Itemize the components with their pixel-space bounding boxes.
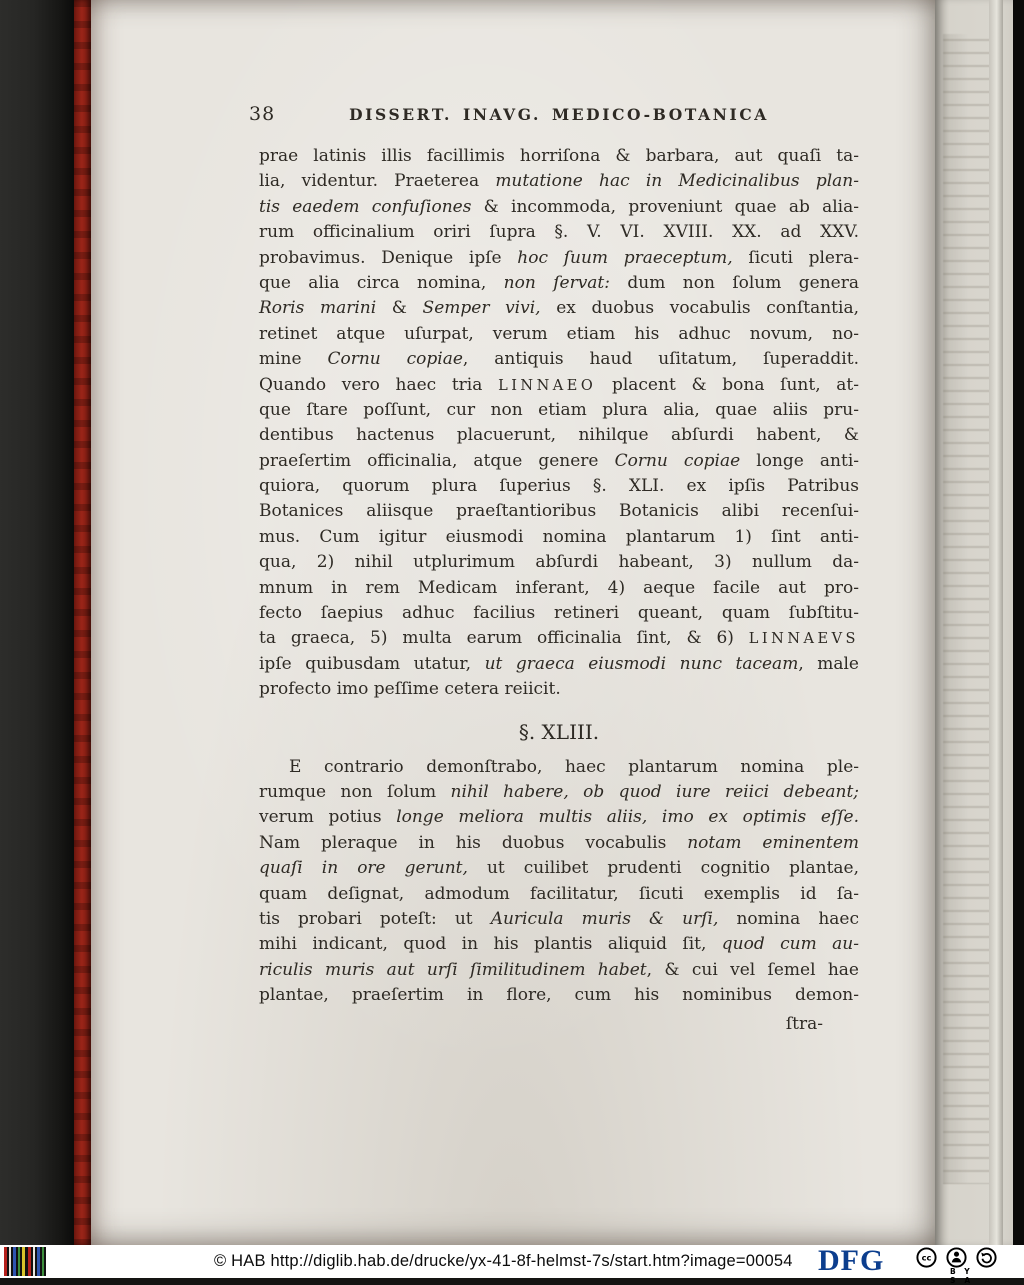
svg-text:cc: cc: [921, 1252, 932, 1263]
license-sub-label: BY SA: [950, 1267, 980, 1285]
footer-bar: [0, 1244, 1024, 1285]
copyright-text: © HAB http://diglib.hab.de/drucke/yx-41-8f-helmst-7s/start.htm?image=00054: [214, 1252, 793, 1270]
body-text: [259, 144, 859, 1037]
paragraph-1: prae latinis illis facillimis horriſona & barbara, aut quaſi ta- lia, videntur. Praeterea mutatione hac in Medicinalibus plan- tis eaedem confuſiones & incommoda, proveniunt quae ab alia- rum officinalium oriri ſupra §. V. VI. XVIII. XX. ad XXV. probavimus. Denique ipſe hoc ſuum praeceptum, ſicuti plera- que alia circa nomina, non ſervat: dum non ſolum genera Roris marini & Semper vivi, ex duobus vocabulis conſtantia, retinet atque uſurpat, verum etiam his adhuc novum, no- mine Cornu copiae, antiquis haud uſitatum, ſuperaddit. Quando vero haec tria LINNAEO placent & bona ſunt, at- que ſtare poſſunt, cur non etiam plura alia, quae aliis pru- dentibus hactenus placuerunt, nihilque abſurdi habent, & praeſertim officinalia, atque genere Cornu copiae longe anti- quiora, quorum plura ſuperius §. XLI. ex ipſis Patribus Botanices aliisque praeſtantioribus Botanicis alibi recenſui- mus. Cum igitur eiusmodi nomina plantarum 1) ſint anti- qua, 2) nihil utplurimum abſurdi habeant, 3) nullum da- mnum in rem Medicam inferant, 4) aeque facile aut pro- fecto ſaepius adhuc facilius retineri queant, quam ſubſtitu- ta graeca, 5) multa earum officinalia ſint, & 6) LINNAEVS ipſe quibusdam utatur, ut graeca eiusmodi nunc taceam, male profecto imo peſſime cetera reiicit.: [259, 146, 860, 700]
paragraph-2: E contrario demonſtrabo, haec plantarum nomina ple- rumque non ſolum nihil habere, ob quod iure reiici debeant; verum potius longe meliora multis aliis, imo ex optimis eſſe. Nam pleraque in his duobus vocabulis notam eminentem quaſi in ore gerunt, ut cuilibet prudenti cognitio plantae, quam deſignat, admodum facilitatur, ſicuti exemplis id ſa- tis probari poteſt: ut Auricula muris & urſi, nomina haec mihi indicant, quod in his plantis aliquid ſit, quod cum au- riculis muris aut urſi ſimilitudinem habet, & cui vel ſemel hae plantae, praeſertim in flore, cum his nominibus demon-: [259, 756, 859, 1006]
cc-badge-row: [916, 1247, 1016, 1268]
section-heading: §. XLIII.: [518, 719, 600, 744]
page-header: [249, 102, 859, 130]
cc-license-badges: [916, 1247, 1016, 1285]
page-edge-highlight: [989, 0, 1003, 1245]
creative-commons-icon: [916, 1247, 937, 1268]
attribution-person-icon: [946, 1247, 967, 1268]
share-alike-icon: [976, 1247, 997, 1268]
scanned-page: [91, 0, 935, 1245]
catchword: ſtra-: [785, 1013, 823, 1034]
running-title: DISSERT. INAVG. MEDICO-BOTANICA: [349, 105, 769, 124]
page-number: 38: [249, 103, 276, 125]
adjacent-page-edge: [935, 0, 1014, 1245]
book-red-edge: [74, 0, 91, 1245]
dfg-logo: DFG: [818, 1244, 885, 1277]
dark-background-right: [1013, 0, 1024, 1245]
color-barcode: [4, 1247, 46, 1276]
dark-background-left: [0, 0, 74, 1245]
